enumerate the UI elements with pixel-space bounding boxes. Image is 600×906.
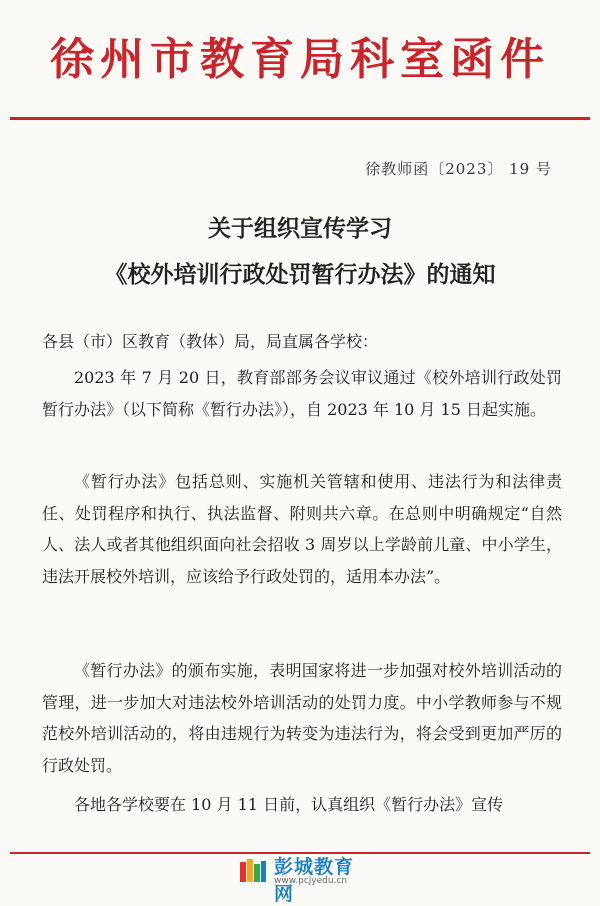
paragraph-1: 2023 年 7 月 20 日，教育部部务会议审议通过《校外培训行政处罚暂行办法》（以下简称《暂行办法》），自 2023 年 10 月 15 日起实施。	[42, 368, 562, 419]
watermark-name: 彭城教育网	[274, 856, 355, 905]
site-watermark	[238, 852, 366, 905]
addressee: 各县（市）区教育（教体）局，局直属各学校：	[42, 332, 379, 351]
paragraph-3: 《暂行办法》的颁布实施，表明国家将进一步加强对校外培训活动的管理，进一步加大对违法校外培训活动的处罚力度。中小学教师参与不规范校外培训活动的，将由违规行为转变为违法行为，将会受到更加严厉的行政处罚。	[42, 661, 562, 775]
paragraph-4: 各地各学校要在 10 月 11 日前，认真组织《暂行办法》宣传	[74, 795, 504, 814]
book-stack-icon	[238, 856, 268, 886]
red-rule-top	[10, 117, 590, 120]
watermark-url: www.pcjyedu.cn	[274, 876, 348, 886]
notice-title-line-2: 《校外培训行政处罚暂行办法》的通知	[104, 261, 496, 288]
document-number: 徐教师函〔2023〕 19 号	[365, 160, 552, 178]
notice-title-line-1: 关于组织宣传学习	[208, 215, 392, 242]
paragraph-2: 《暂行办法》包括总则、实施机关管辖和使用、违法行为和法律责任、处罚程序和执行、执法监督、附则共六章。在总则中明确规定“自然人、法人或者其他组织面向社会招收 3 周岁以上学龄前儿童、中小学生，违法开展校外培训，应该给予行政处罚的，适用本办法”。	[42, 472, 562, 586]
masthead-title: 徐州市教育局科室函件	[50, 34, 550, 85]
